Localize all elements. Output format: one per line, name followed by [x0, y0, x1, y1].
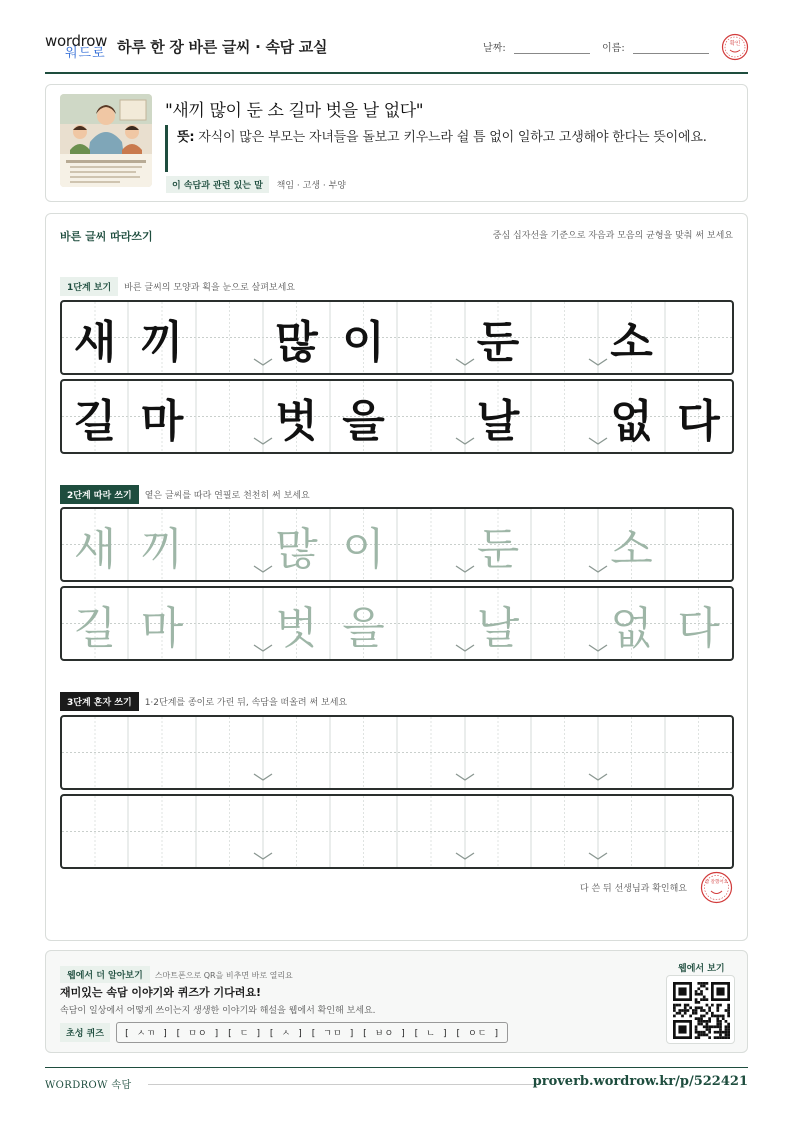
stage-3-badge: 3단계 혼자 쓰기 — [60, 692, 139, 711]
proverb-meaning — [177, 128, 722, 148]
web-tag: 웹에서 더 알아보기 — [60, 966, 150, 983]
check-stamp-icon — [721, 33, 749, 61]
grid-character: 길 — [73, 602, 117, 654]
grid-lines — [62, 796, 732, 867]
grid-character: 없 — [610, 395, 653, 447]
stage-1-row-2 — [60, 379, 734, 454]
web-more-box — [45, 950, 748, 1053]
grid-character: 끼 — [140, 316, 184, 368]
date-field — [483, 39, 590, 54]
meaning-accent-bar — [165, 125, 168, 172]
grid-character: 많 — [275, 316, 318, 368]
qr-label: 웹에서 보기 — [678, 964, 725, 974]
grid-character: 없 — [610, 602, 653, 654]
grid-character: 다 — [677, 395, 720, 447]
mother-children-illustration — [60, 94, 152, 187]
grid-character: 을 — [342, 602, 385, 654]
grid-character: 날 — [476, 602, 520, 654]
proverb-quote: "새끼 많이 둔 소 길마 벗을 날 없다" — [165, 101, 424, 121]
stage-3-row-2[interactable] — [60, 794, 734, 869]
practice-note: 중심 십자선을 기준으로 자음과 모음의 균형을 맞춰 써 보세요 — [492, 231, 733, 241]
grid-character: 새 — [73, 523, 117, 575]
grid-character: 새 — [73, 316, 117, 368]
initial-consonant-quiz — [60, 1022, 508, 1043]
grid-character: 많 — [275, 523, 318, 575]
grid-character: 소 — [610, 523, 653, 575]
grid-character: 이 — [342, 523, 385, 575]
grid-character: 둔 — [476, 523, 520, 575]
teacher-check-note: 다 쓴 뒤 선생님과 확인해요 — [579, 884, 687, 894]
grid-character: 마 — [140, 602, 184, 654]
stage-2-badge: 2단계 따라 쓰기 — [60, 485, 139, 504]
meaning-label: 뜻: — [177, 130, 195, 145]
web-title: 재미있는 속담 이야기와 퀴즈가 기다려요! — [60, 986, 261, 999]
related-words — [166, 176, 346, 193]
grid-character: 끼 — [140, 523, 184, 575]
stage-3-desc: 1·2단계를 종이로 가린 뒤, 속담을 떠올려 써 보세요 — [144, 698, 348, 708]
grid-character: 마 — [140, 395, 184, 447]
page-footer — [45, 1067, 748, 1097]
grid-character: 날 — [476, 395, 520, 447]
handwriting-practice-panel — [45, 213, 748, 941]
name-field — [602, 39, 709, 54]
stage-1-row-1 — [60, 300, 734, 375]
footer-rule — [148, 1084, 538, 1085]
wordrow-logo[interactable] — [45, 33, 109, 65]
page-title: 하루 한 장 바른 글씨 · 속담 교실 — [117, 38, 328, 56]
qr-code[interactable] — [666, 975, 735, 1044]
stage-3-row-1[interactable] — [60, 715, 734, 790]
stage-3-header — [60, 691, 347, 709]
grid-character: 길 — [73, 395, 117, 447]
grid-lines — [62, 717, 732, 788]
page-header — [45, 30, 748, 74]
good-job-stamp-icon — [700, 871, 733, 904]
date-line — [514, 43, 590, 54]
stage-2-row-2[interactable] — [60, 586, 734, 661]
name-line — [633, 43, 709, 54]
web-sub: 스마트폰으로 QR을 비추면 바로 열리요 — [154, 971, 293, 980]
related-label: 이 속담과 관련 있는 말 — [166, 176, 269, 193]
quiz-answer-box: [ ㅅㄲ ] [ ㅁㅇ ] [ ㄷ ] [ ㅅ ] [ ㄱㅁ ] [ ㅂㅇ ] [ ㄴ ] [ ㅇㄷ ] — [116, 1022, 508, 1043]
stage-2-row-1[interactable] — [60, 507, 734, 582]
name-label: 이름: — [602, 43, 625, 54]
grid-character: 벗 — [275, 602, 318, 654]
stage-1-header — [60, 276, 295, 294]
stage-2-desc: 옅은 글씨를 따라 연필로 천천히 써 보세요 — [144, 491, 310, 501]
grid-character: 벗 — [275, 395, 318, 447]
stage-2-header — [60, 484, 310, 502]
web-desc: 속담이 일상에서 어떻게 쓰이는지 생생한 이야기와 해설을 웹에서 확인해 보세요. — [60, 1006, 376, 1016]
grid-character: 둔 — [476, 316, 520, 368]
stamp-bottom-text: 참 잘했어요 — [704, 880, 729, 885]
grid-character: 이 — [342, 316, 385, 368]
stage-1-badge: 1단계 보기 — [60, 277, 118, 296]
stamp-top-text: 확인 — [729, 41, 741, 47]
proverb-meaning-card — [45, 84, 748, 202]
practice-title: 바른 글씨 따라쓰기 — [60, 230, 153, 243]
grid-character: 을 — [342, 395, 385, 447]
grid-character: 다 — [677, 602, 720, 654]
quiz-label: 초성 퀴즈 — [60, 1023, 110, 1042]
footer-url[interactable]: proverb.wordrow.kr/p/522421 — [532, 1074, 748, 1089]
grid-character: 소 — [610, 316, 653, 368]
meaning-body: 자식이 많은 부모는 자녀들을 돌보고 키우느라 쉴 틈 없이 일하고 고생해야 한다는 뜻이에요. — [198, 130, 707, 145]
qr-code-icon — [673, 982, 730, 1039]
stage-1-desc: 바른 글씨의 모양과 획을 눈으로 살펴보세요 — [124, 283, 295, 293]
logo-korean: 워드로 — [65, 46, 106, 61]
date-label: 날짜: — [483, 43, 506, 54]
web-header — [60, 963, 293, 983]
footer-brand: WORDROW 속담 — [45, 1080, 132, 1091]
related-list: 책임 · 고생 · 부양 — [276, 181, 346, 191]
logo-wordmark: wordrow — [45, 32, 108, 50]
